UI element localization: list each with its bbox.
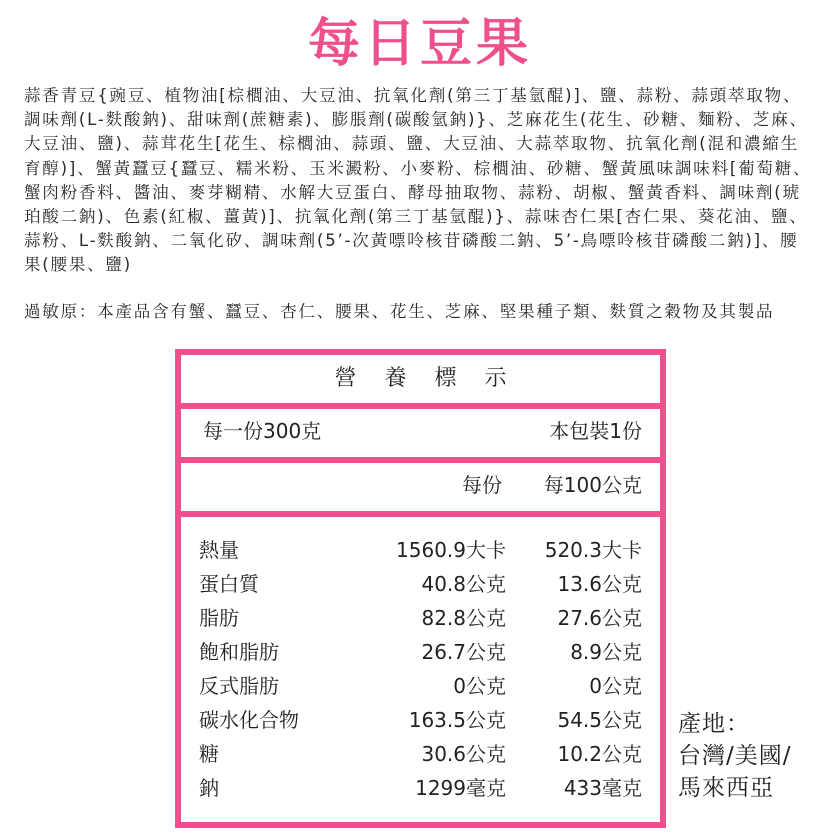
- table-row: [195, 635, 646, 669]
- nutrition-rows: [195, 533, 646, 805]
- nutrient-name: 鈉: [199, 776, 219, 800]
- origin-countries-line1: 台灣/美國/: [678, 743, 792, 769]
- per-100g-value: 27.6公克: [557, 606, 642, 630]
- nutrient-name: 糖: [199, 742, 219, 766]
- table-row: [195, 771, 646, 805]
- nutrient-name: 蛋白質: [199, 572, 259, 596]
- per-100g-value: 13.6公克: [557, 572, 642, 596]
- table-row: [195, 703, 646, 737]
- nutrient-name: 熱量: [199, 538, 239, 562]
- origin-info: [678, 708, 828, 804]
- allergen-text: 過敏原：本產品含有蟹、蠶豆、杏仁、腰果、花生、芝麻、堅果種子類、麩質之穀物及其製品: [24, 302, 775, 321]
- per-100g-value: 0公克: [589, 674, 642, 698]
- table-row: [195, 567, 646, 601]
- serving-size: 每一份300克: [203, 419, 322, 443]
- per-100g-value: 8.9公克: [570, 640, 642, 664]
- per-100g-value: 433毫克: [563, 776, 642, 800]
- nutrition-heading: 營養標示: [334, 366, 535, 391]
- divider: [181, 403, 660, 409]
- per-serving-value: 26.7公克: [421, 640, 506, 664]
- product-title: 每日豆果: [307, 14, 532, 74]
- nutrient-name: 飽和脂肪: [199, 640, 279, 664]
- nutrition-facts-table: [175, 349, 666, 828]
- per-serving-value: 0公克: [453, 674, 506, 698]
- per-100g-value: 520.3大卡: [544, 538, 642, 562]
- nutrient-name: 反式脂肪: [199, 674, 279, 698]
- per-serving-value: 1299毫克: [415, 776, 506, 800]
- per-serving-value: 1560.9大卡: [396, 538, 506, 562]
- ingredients-text: 蒜香青豆{豌豆、植物油[棕櫚油、大豆油、抗氧化劑(第三丁基氫醌)]、鹽、蒜粉、蒜頭萃取物、調味劑(L-麩酸鈉)、甜味劑(蔗糖素)、膨脹劑(碳酸氫鈉)}、芝麻花生(花生、砂糖、麵粉、芝麻、大豆油、鹽)、蒜茸花生[花生、棕櫚油、蒜頭、鹽、大豆油、大蒜萃取物、抗氧化劑(混和濃縮生育醇)]、蟹黃蠶豆{蠶豆、糯米粉、玉米澱粉、小麥粉、棕櫚油、砂糖、蟹黃風味調味料[葡萄糖、蟹肉粉香料、醬油、麥芽糊精、水解大豆蛋白、酵母抽取物、蒜粉、胡椒、蟹黃香料、調味劑(琥珀酸二鈉)、色素(紅椒、薑黃)]、抗氧化劑(第三丁基氫醌)}、蒜味杏仁果[杏仁果、葵花油、鹽、蒜粉、L-麩酸鈉、二氧化矽、調味劑(5’-次黃嘌呤核苷磷酸二鈉、5’-鳥嘌呤核苷磷酸二鈉)]、腰果(腰果、鹽): [24, 86, 812, 275]
- nutrient-name: 碳水化合物: [199, 708, 299, 732]
- servings-per-package: 本包裝1份: [549, 419, 642, 443]
- nutrient-name: 脂肪: [199, 606, 239, 630]
- origin-countries-line2: 馬來西亞: [678, 775, 774, 801]
- per-100g-value: 10.2公克: [557, 742, 642, 766]
- table-row: [195, 601, 646, 635]
- per-serving-value: 40.8公克: [421, 572, 506, 596]
- divider: [181, 457, 660, 463]
- per-serving-value: 163.5公克: [408, 708, 506, 732]
- per-serving-value: 30.6公克: [421, 742, 506, 766]
- column-header-per-100g: 每100公克: [543, 473, 642, 497]
- per-100g-value: 54.5公克: [557, 708, 642, 732]
- table-row: [195, 737, 646, 771]
- column-header-per-serving: 每份: [462, 473, 502, 497]
- divider: [181, 511, 660, 517]
- per-serving-value: 82.8公克: [421, 606, 506, 630]
- origin-label: 產地：: [678, 711, 750, 737]
- table-row: [195, 533, 646, 567]
- table-row: [195, 669, 646, 703]
